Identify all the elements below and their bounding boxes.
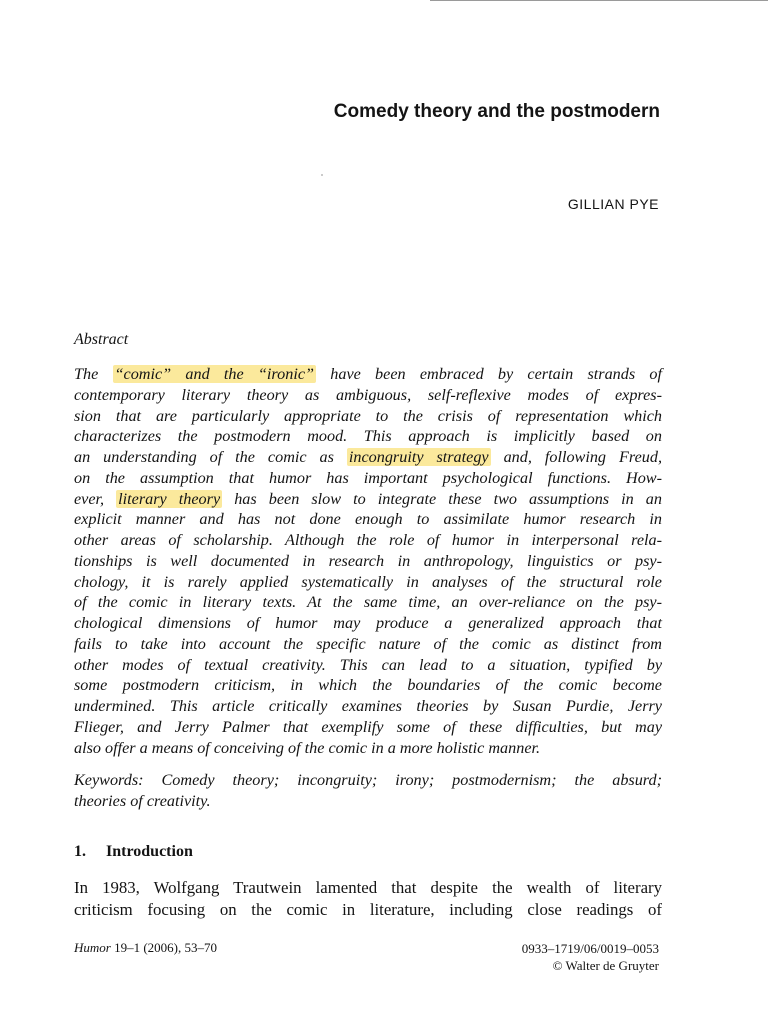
issn: 0933–1719/06/0019–0053 (521, 941, 659, 956)
abstract-line (74, 426, 662, 447)
copyright-notice: © Walter de Gruyter (552, 958, 659, 973)
abstract-text: Flieger, and Jerry Palmer that exemplify some of these difficulties, but may (74, 717, 662, 736)
abstract-text: other modes of textual creativity. This can lead to a situation, typified by (74, 655, 662, 674)
abstract-line (74, 489, 662, 510)
abstract-text: on the assumption that humor has important psychological functions. How- (74, 468, 662, 487)
abstract-text: chological dimensions of humor may produce a generalized approach that (74, 614, 662, 632)
abstract-text: chology, it is rarely applied systematically in analyses of the structural role (74, 572, 662, 591)
top-rule (430, 0, 768, 1)
highlighted-phrase: “comic” and the “ironic” (114, 365, 315, 383)
section-title: Introduction (106, 843, 193, 860)
abstract-text: contemporary literary theory as ambiguous, self-reflexive modes of expres- (74, 385, 662, 404)
abstract-line (74, 655, 662, 676)
journal-name: Humor (74, 940, 111, 955)
highlighted-phrase: incongruity strategy (348, 448, 489, 466)
abstract-text: have been embraced by certain strands of (316, 365, 662, 383)
author-name: GILLIAN PYE (567, 196, 659, 212)
abstract-text: other areas of scholarship. Although the role of humor in interpersonal rela- (74, 531, 662, 549)
abstract-line (74, 717, 662, 738)
abstract-text: The (74, 365, 113, 383)
abstract-text: some postmodern criticism, in which the boundaries of the comic become (74, 676, 662, 695)
abstract-line (74, 592, 662, 613)
abstract-line (74, 447, 662, 468)
abstract-line (74, 675, 662, 696)
scan-speck (321, 174, 323, 176)
abstract-text: tionships is well documented in research in anthropology, linguistics or psy- (74, 551, 662, 570)
abstract-text: also offer a means of conceiving of the comic in a more holistic manner. (74, 738, 541, 757)
section-number: 1. (74, 843, 86, 860)
abstract-line (74, 572, 662, 593)
abstract-text: and, following Freud, (490, 448, 662, 466)
abstract-line (74, 634, 662, 655)
abstract-line (74, 530, 662, 551)
abstract-heading: Abstract (74, 331, 129, 348)
abstract-line (74, 696, 662, 717)
abstract-text: has been slow to integrate these two assumptions in an (222, 489, 662, 508)
highlighted-phrase: literary theory (118, 489, 221, 508)
abstract-line (74, 468, 662, 489)
abstract-line (74, 738, 662, 759)
abstract-text: characterizes the postmodern mood. This approach is implicitly based on (74, 427, 662, 446)
intro-line: In 1983, Wolfgang Trautwein lamented that despite the wealth of literary (74, 878, 662, 897)
abstract-line (74, 406, 662, 427)
keywords-line: theories of creativity. (74, 791, 211, 810)
abstract-line (74, 385, 662, 406)
keywords (74, 770, 662, 812)
abstract-text: fails to take into account the specific nature of the comic as distinct from (74, 634, 662, 653)
intro-paragraph (74, 877, 662, 920)
keywords-line: Keywords: Comedy theory; incongruity; irony; postmodernism; the absurd; (74, 771, 662, 789)
abstract-text: sion that are particularly appropriate to the crisis of representation which (74, 406, 662, 425)
footer-copyright (522, 940, 659, 974)
abstract-text: ever, (74, 489, 117, 508)
abstract-text: undermined. This article critically examines theories by Susan Purdie, Jerry (74, 697, 662, 715)
section-heading (74, 843, 193, 861)
abstract-body (74, 364, 662, 758)
abstract-line (74, 509, 662, 530)
abstract-line (74, 613, 662, 634)
abstract-line (74, 364, 662, 385)
intro-line: criticism focusing on the comic in literature, including close readings of (74, 899, 662, 919)
footer-citation (74, 940, 217, 956)
abstract-line (74, 551, 662, 572)
article-title: Comedy theory and the postmodern (333, 101, 660, 122)
citation-details: 19–1 (2006), 53–70 (110, 940, 218, 955)
abstract-text: explicit manner and has not done enough to assimilate humor research in (74, 510, 662, 529)
abstract-text: of the comic in literary texts. At the same time, an over-reliance on the psy- (74, 593, 662, 612)
abstract-text: an understanding of the comic as (74, 448, 347, 466)
